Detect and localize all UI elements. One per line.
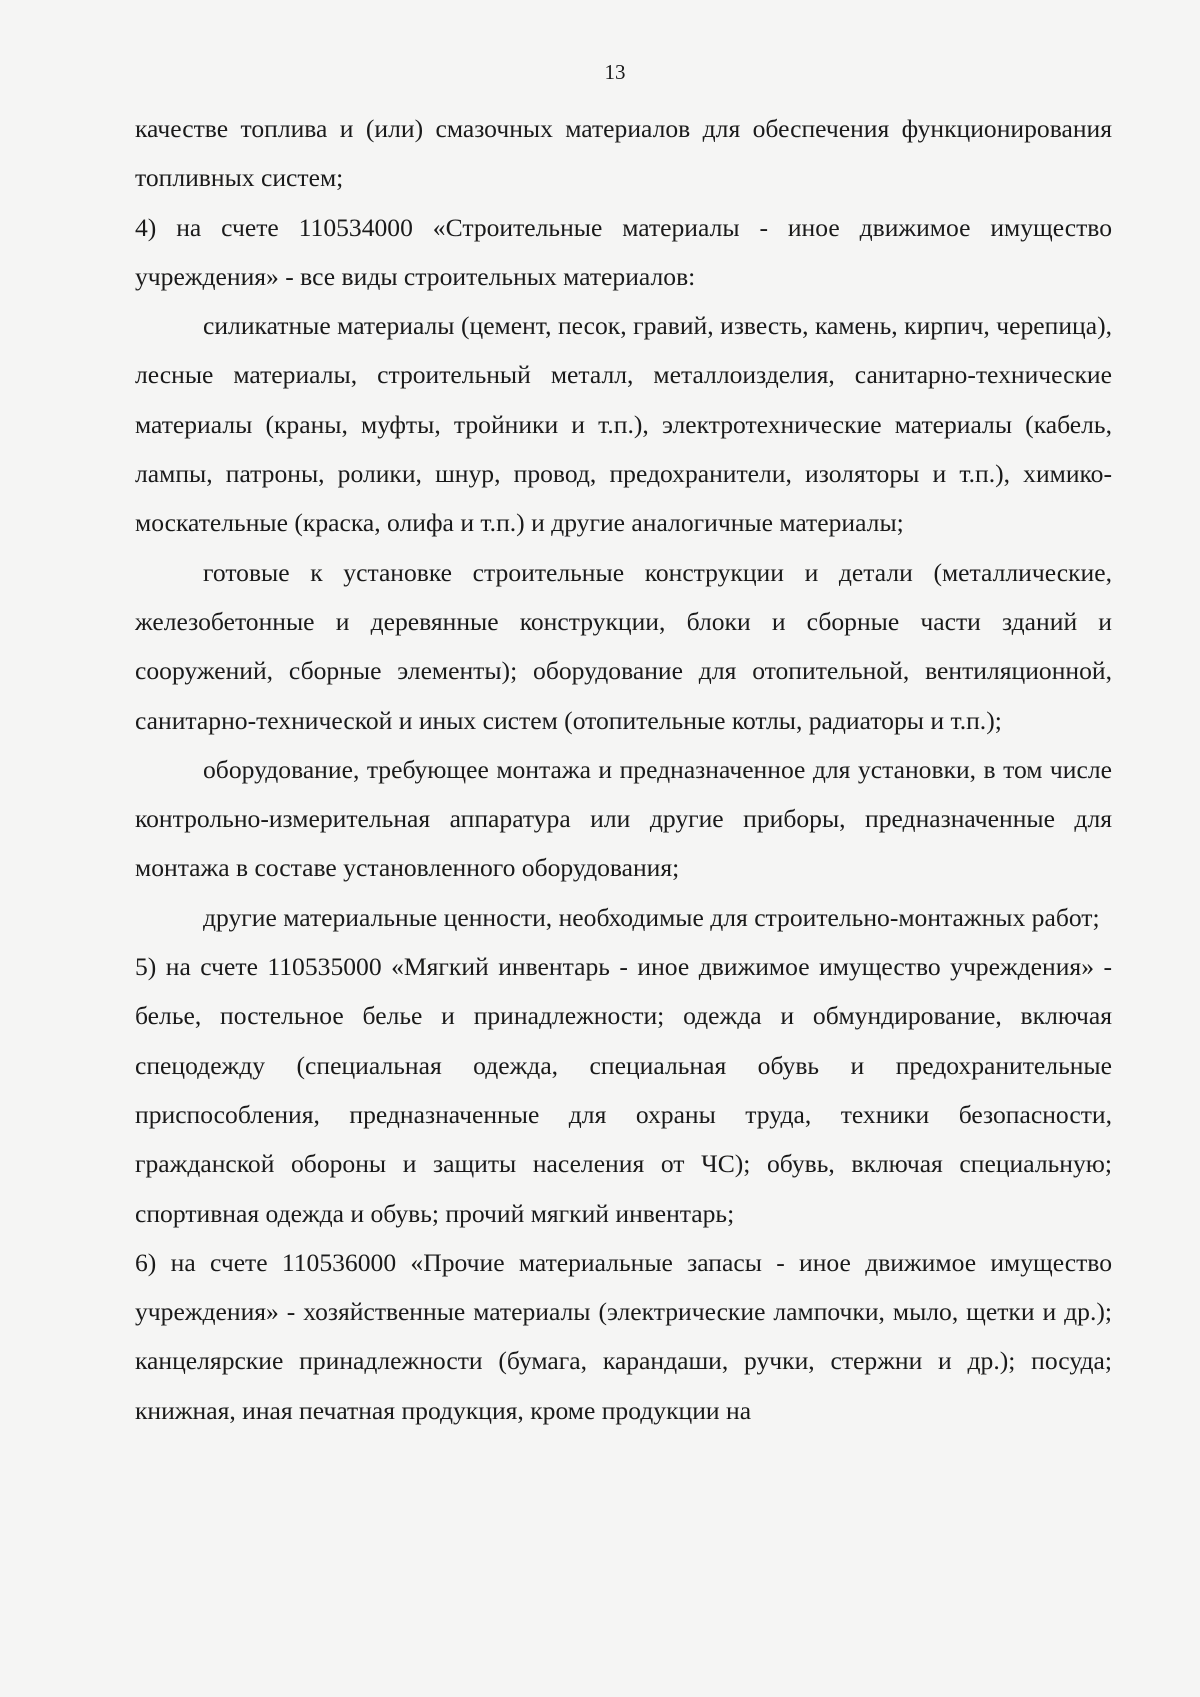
paragraph-fuel-continuation: качестве топлива и (или) смазочных материалов для обеспечения функционирования топливных систем; <box>135 114 1112 193</box>
page-body <box>135 104 1112 1435</box>
page-number: 13 <box>604 60 626 84</box>
paragraph-account-110536000: 6) на счете 110536000 «Прочие материальные запасы - иное движимое имущество учреждения» - хозяйственные материалы (электрические лампочки, мыло, щетки и др.); канцелярские принадлежности (бумага, карандаши, ручки, стержни и др.); посуда; книжная, иная печатная продукция, кроме продукции на <box>135 1247 1112 1425</box>
paragraph-account-110535000: 5) на счете 110535000 «Мягкий инвентарь - иное движимое имущество учреждения» - белье, постельное белье и принадлежности; одежда и обмундирование, включая спецодежду (специальная одежда, специальная обувь и предохранительные приспособления, предназначенные для охраны труда, техники безопасности, гражданской обороны и защиты населения от ЧС); обувь, включая специальную; спортивная одежда и обувь; прочий мягкий инвентарь; <box>135 952 1112 1228</box>
paragraph-account-110534000: 4) на счете 110534000 «Строительные материалы - иное движимое имущество учреждения» - все виды строительных материалов: <box>135 212 1112 291</box>
paragraph-other-valuables: другие материальные ценности, необходимые для строительно-монтажных работ; <box>203 902 1100 932</box>
paragraph-equipment-installation: оборудование, требующее монтажа и предназначенное для установки, в том числе контрольно-измерительная аппаратура или другие приборы, предназначенные для монтажа в составе установленного оборудования; <box>135 754 1112 883</box>
paragraph-prefab-constructions: готовые к установке строительные конструкции и детали (металлические, железобетонные и деревянные конструкции, блоки и сборные части зданий и сооружений, сборные элементы); оборудование для отопительной, вентиляционной, санитарно-технической и иных систем (отопительные котлы, радиаторы и т.п.); <box>135 557 1112 735</box>
paragraph-silicate-materials: силикатные материалы (цемент, песок, гравий, известь, камень, кирпич, черепица), лесные материалы, строительный металл, металлоизделия, санитарно-технические материалы (краны, муфты, тройники и т.п.), электротехнические материалы (кабель, лампы, патроны, ролики, шнур, провод, предохранители, изоляторы и т.п.), химико-москательные (краска, олифа и т.п.) и другие аналогичные материалы; <box>135 311 1112 538</box>
